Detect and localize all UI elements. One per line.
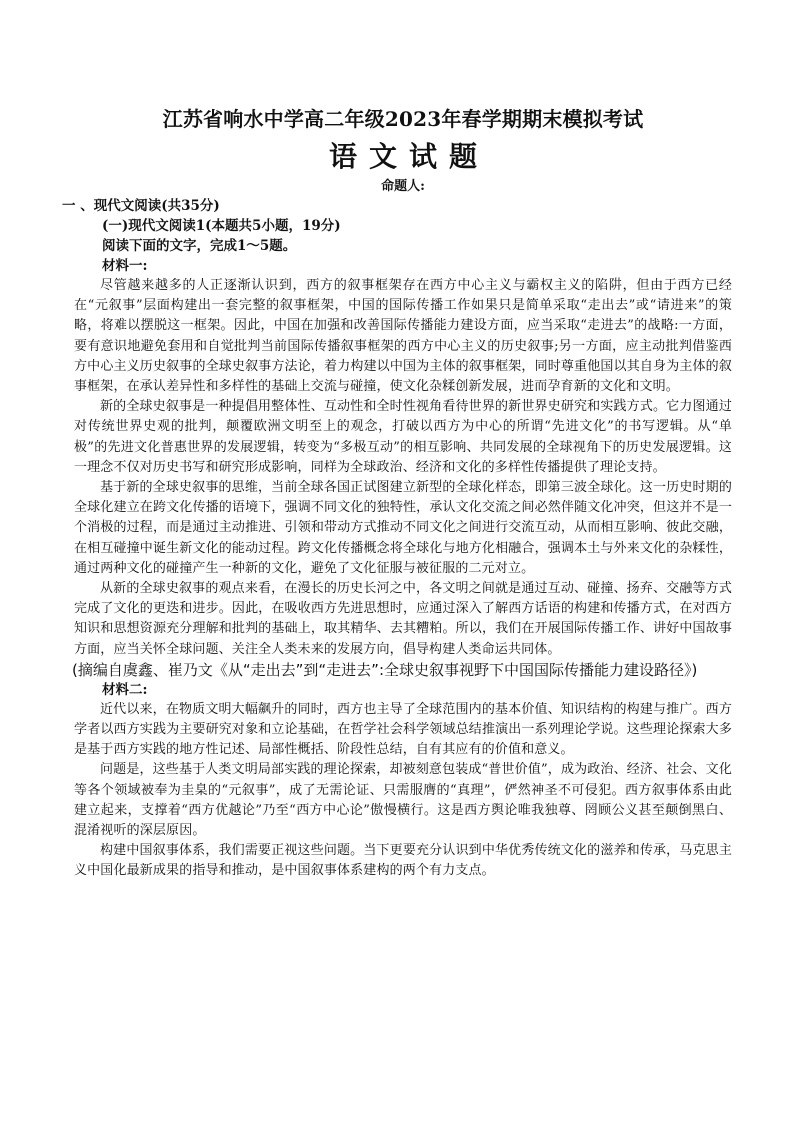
author-line: 命题人: (381, 179, 425, 194)
material-two-paragraph: 构建中国叙事体系，我们需要正视这些问题。当下更要充分认识到中华优秀传统文化的滋养和传承，马克思主义中国化最新成果的指导和推动，是中国叙事体系建构的两个有力支点。 (74, 843, 732, 879)
material-one-paragraph: 新的全球史叙事是一种提倡用整体性、互动性和全时性视角看待世界的新世界史研究和实践方式。它力图通过对传统世界史观的批判，颠覆欧洲文明至上的观念，打破以西方为中心的所谓“先进文化”的书写逻辑。从“单极”的先进文化普惠世界的发展逻辑，转变为“多极互动”的相互影响、共同发展的全球视角下的历史发展逻辑。这一理念不仅对历史书写和研究形成影响，同样为全球政治、经济和文化的多样性传播提供了理论支持。 (74, 399, 732, 475)
material-one-paragraph: 基于新的全球史叙事的思维，当前全球各国正试图建立新型的全球化样态，即第三波全球化。这一历史时期的全球化建立在跨文化传播的语境下，强调不同文化的独特性，承认文化交流之间必然伴随文化冲突，但这并不是一个消极的过程，而是通过主动推进、引领和带动方式推动不同文化之间进行交流互动，从而相互影响、彼此交融，在相互碰撞中诞生新文化的能动过程。跨文化传播概念将全球化与地方化相融合，强调本土与外来文化的杂糅性，通过两种文化的碰撞产生一种新的文化，避免了文化征服与被征服的二元对立。 (74, 480, 732, 576)
material-one-label: 材料一: (102, 258, 148, 274)
section-heading: 一 、现代文阅读(共35分) (62, 198, 220, 214)
exam-title: 江苏省响水中学高二年级2023年春学期期末模拟考试 (162, 107, 644, 131)
material-two-label: 材料二: (102, 681, 148, 698)
subsection-heading: (一)现代文阅读1(本题共5小题，19分) (102, 218, 341, 234)
material-two-paragraph: 近代以来，在物质文明大幅飙升的同时，西方也主导了全球范围内的基本价值、知识结构的构建与推广。西方学者以西方实践为主要研究对象和立论基础，在哲学社会科学领域总结推演出一系列理论学说。这些理论探索大多是基于西方实践的地方性记述、局部性概括、阶段性总结，自有其应有的价值和意义。 (74, 701, 732, 758)
reading-instruction: 阅读下面的文字，完成1～5题。 (102, 238, 297, 254)
material-one-paragraph: 从新的全球史叙事的观点来看，在漫长的历史长河之中，各文明之间就是通过互动、碰撞、扬弃、交融等方式完成了文化的更迭和进步。因此，在吸收西方先进思想时，应通过深入了解西方话语的构建和传播方式，在对西方知识和思想资源充分理解和批判的基础上，取其精华、去其糟粕。所以，我们在开展国际传播工作、讲好中国故事方面，应当关怀全球问题、关注全人类未来的发展方向，倡导构建人类命运共同体。 (74, 581, 732, 657)
material-two-paragraph: 问题是，这些基于人类文明局部实践的理论探索，却被刻意包装成“普世价值”，成为政治、经济、社会、文化等各个领域被奉为圭臬的“元叙事”，成了无需论证、只需服膺的“真理”，俨然神圣不可侵犯。西方叙事体系由此建立起来，支撑着“西方优越论”乃至“西方中心论”傲慢横行。这是西方舆论唯我独尊、罔顾公义甚至颠倒黑白、混淆视听的深层原因。 (74, 762, 732, 839)
exam-subject-title: 语文试题 (328, 140, 489, 173)
material-one-paragraph: 尽管越来越多的人正逐渐认识到，西方的叙事框架存在西方中心主义与霸权主义的陷阱，但由于西方已经在“元叙事”层面构建出一套完整的叙事框架，中国的国际传播工作如果只是简单采取“走出去”或“请进来”的策略，将难以摆脱这一框架。因此，中国在加强和改善国际传播能力建设方面，应当采取“走进去”的战略:一方面，要有意识地避免套用和自觉批判当前国际传播叙事框架的西方中心主义的历史叙事;另一方面，应主动批判借鉴西方中心主义历史叙事的全球史叙事方法论，着力构建以中国为主体的叙事框架，同时尊重他国以其自身为主体的叙事框架，在承认差异性和多样性的基础上交流与碰撞，使文化杂糅创新发展，进而孕育新的文化和文明。 (74, 278, 732, 395)
material-one-source: (摘编自虞鑫、崔乃文《从“走出去”到“走进去”:全球史叙事视野下中国国际传播能力建设路径》) (72, 660, 698, 679)
